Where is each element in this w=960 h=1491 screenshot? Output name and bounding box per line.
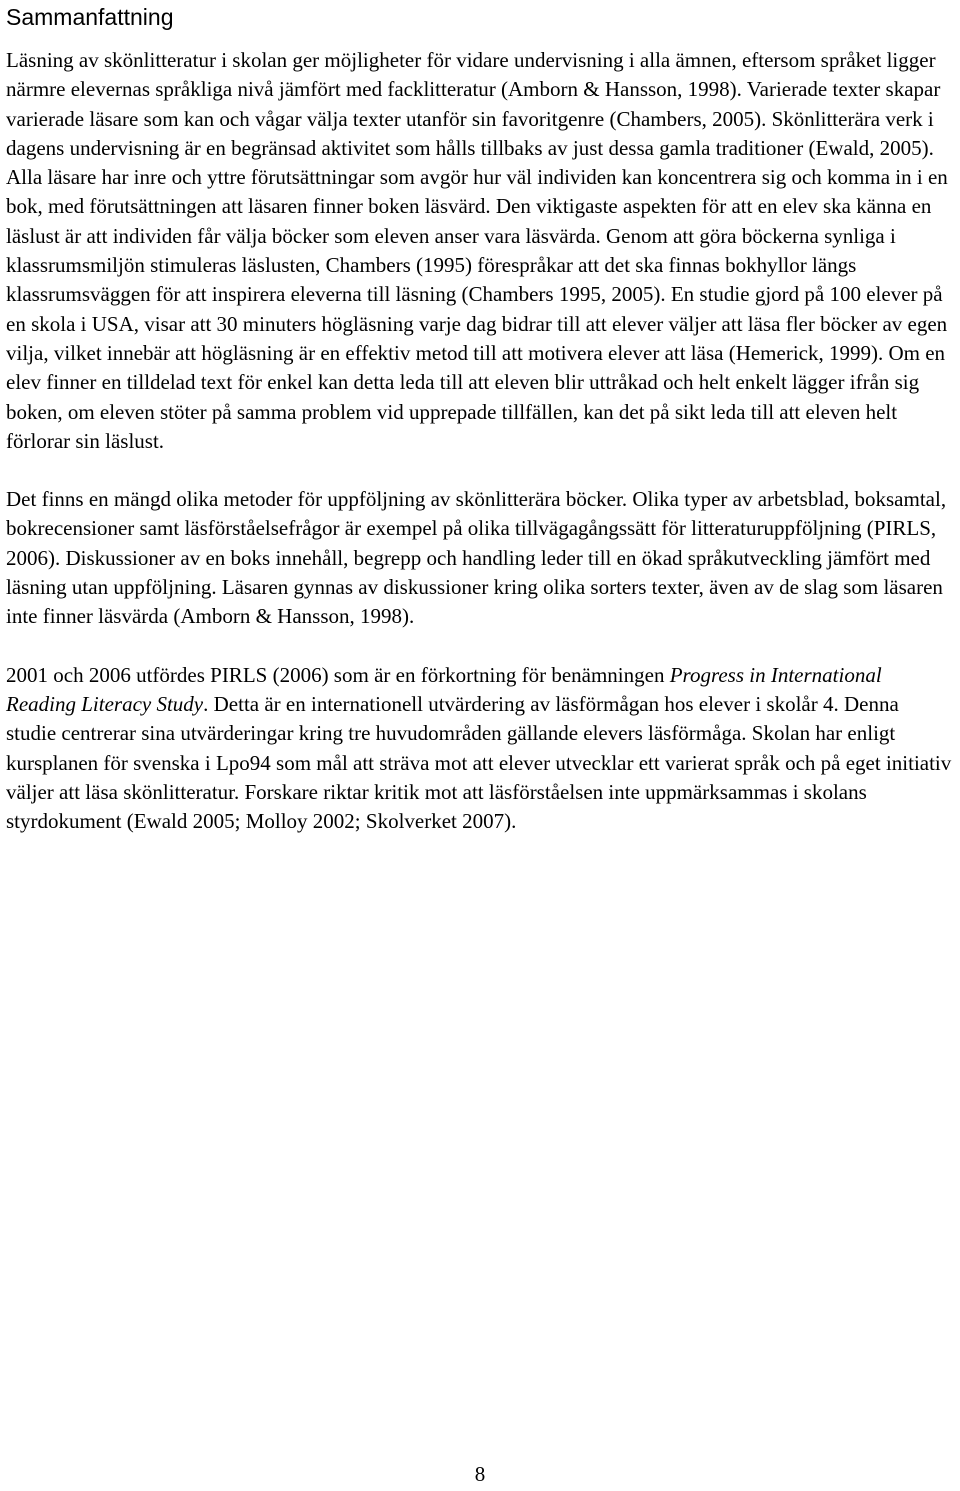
document-page xyxy=(6,0,954,836)
paragraph-methods xyxy=(6,485,954,631)
paragraph-text: . Detta är en internationell utvärdering av läsförmågan hos elever i skolår 4. Denna studie centrerar sina utvärderingar kring tre huvudområden gällande elevers läsförmåga. Skolan har enligt kursplanen för svenska i Lpo94 som mål att sträva mot att elever utvecklar ett varierat språk och på eget initiativ väljer att läsa skönlitteratur. Forskare riktar kritik mot att läsförståelsen inte uppmärksammas i skolans styrdokument (Ewald 2005; Molloy 2002; Skolverket 2007). xyxy=(6,691,952,834)
paragraph-summary xyxy=(6,46,954,456)
page-number: 8 xyxy=(474,1462,486,1486)
paragraph-pirls xyxy=(6,661,954,837)
paragraph-text: Läsning av skönlitteratur i skolan ger möjligheter för vidare undervisning i alla ämnen, eftersom språket ligger närmre elevernas språkliga nivå jämfört med facklitteratur (Amborn & Hansson, 1998). Varierade texter skapar varierade läsare som kan och vågar välja texter utanför sin favoritgenre (Chambers, 2005). Skönlitterära verk i dagens undervisning är en begränsad aktivitet som hålls tillbaks av just dessa gamla traditioner (Ewald, 2005). Alla läsare har inre och yttre förutsättningar som avgör hur väl individen kan koncentrera sig och komma in i en bok, med förutsättningen att läsaren finner boken läsvärd. Den viktigaste aspekten för att en elev ska känna en läslust är att individen får välja böcker som eleven anser vara läsvärda. Genom att göra böckerna synliga i klassrumsmiljön stimuleras läslusten, Chambers (1995) förespråkar att det ska finnas bokhyllor längs klassrumsväggen för att inspirera eleverna till läsning (Chambers 1995, 2005). En studie gjord på 100 elever på en skola i USA, visar att 30 minuters högläsning varje dag bidrar till att elever väljer att läsa fler böcker av egen vilja, vilket innebär att högläsning är en effektiv metod till att motivera elever att läsa (Hemerick, 1999). Om en elev finner en tilldelad text för enkel kan detta leda till att eleven blir uttråkad och helt enkelt lägger ifrån sig boken, om eleven stöter på samma problem vid upprepade tillfällen, kan det på sikt leda till att eleven helt förlorar sin läslust. xyxy=(6,48,948,453)
study-title-italic: Progress in International Reading Literacy Study xyxy=(6,662,882,716)
paragraph-text: 2001 och 2006 utfördes PIRLS (2006) som är en förkortning för benämningen xyxy=(6,662,670,687)
section-heading: Sammanfattning xyxy=(6,4,174,30)
paragraph-text: Det finns en mängd olika metoder för uppföljning av skönlitterära böcker. Olika typer av arbetsblad, boksamtal, bokrecensioner samt läsförståelsefrågor är exempel på olika tillvägagångssätt för litteraturuppföljning (PIRLS, 2006). Diskussioner av en boks innehåll, begrepp och handling leder till en ökad språkutveckling jämfört med läsning utan uppföljning. Läsaren gynnas av diskussioner kring olika sorters texter, även av de slag som läsaren inte finner läsvärda (Amborn & Hansson, 1998). xyxy=(6,487,947,629)
